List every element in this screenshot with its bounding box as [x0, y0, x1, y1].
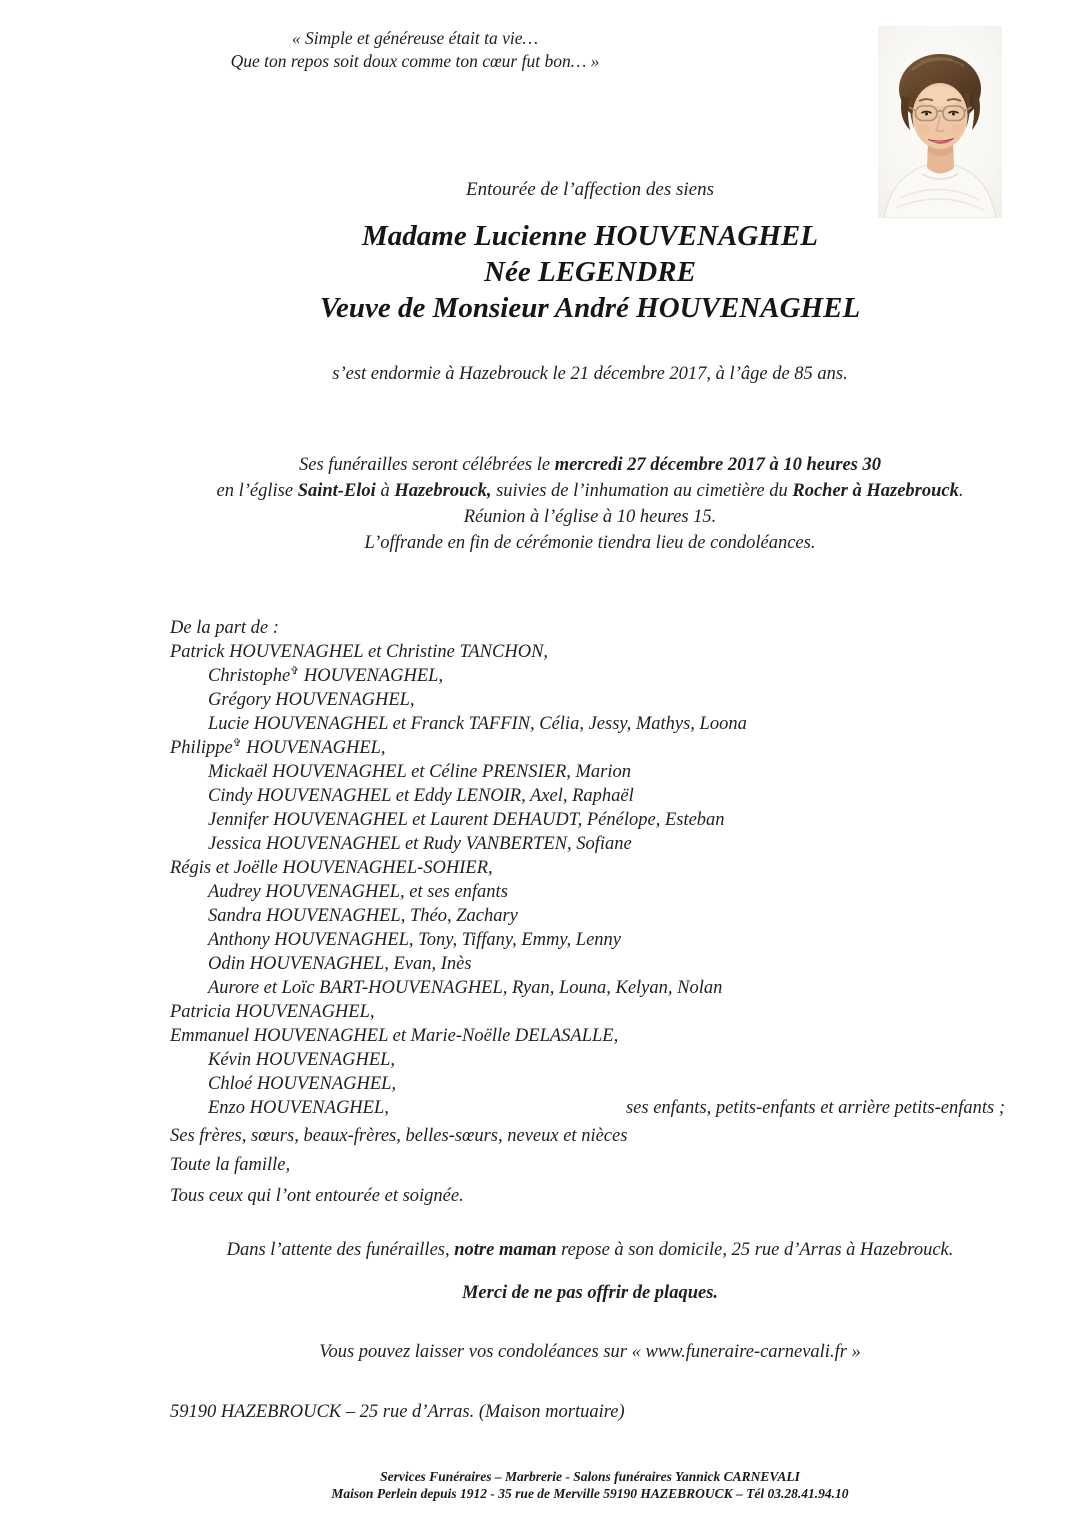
family-member: Patricia HOUVENAGHEL, — [170, 1002, 375, 1022]
death-notice: s’est endormie à Hazebrouck le 21 décembre 2017, à l’âge de 85 ans. — [332, 364, 848, 384]
family-line — [170, 688, 1005, 712]
family-member: Cindy HOUVENAGHEL et Eddy LENOIR, Axel, Raphaël — [208, 786, 634, 806]
family-list — [170, 640, 1005, 1120]
memorial-quote-line1: « Simple et généreuse était ta vie… — [291, 28, 539, 48]
family-section — [170, 616, 1005, 1120]
text-segment: notre maman — [454, 1240, 557, 1260]
family-member: Sandra HOUVENAGHEL, Théo, Zachary — [208, 906, 518, 926]
mortuary-address: 59190 HAZEBROUCK – 25 rue d’Arras. (Maison mortuaire) — [170, 1402, 625, 1422]
family-member: Emmanuel HOUVENAGHEL et Marie-Noëlle DELASALLE, — [170, 1026, 619, 1046]
affection-line: Entourée de l’affection des siens — [466, 179, 714, 200]
funeral-line1 — [115, 452, 1065, 478]
text-segment: Hazebrouck, — [394, 481, 492, 501]
funeral-line4: L’offrande en fin de cérémonie tiendra lieu de condoléances. — [364, 533, 816, 553]
no-plaques-notice: Merci de ne pas offrir de plaques. — [461, 1283, 719, 1303]
family-member: Anthony HOUVENAGHEL, Tony, Tiffany, Emmy, Lenny — [208, 930, 621, 950]
family-line — [170, 976, 1005, 1000]
siblings-line: Ses frères, sœurs, beaux-frères, belles-sœurs, neveux et nièces — [170, 1126, 628, 1146]
family-member: Régis et Joëlle HOUVENAGHEL-SOHIER, — [170, 858, 493, 878]
family-member: Odin HOUVENAGHEL, Evan, Inès — [208, 954, 472, 974]
family-line — [170, 832, 1005, 856]
family-member: Chloé HOUVENAGHEL, — [208, 1074, 397, 1094]
family-member: Grégory HOUVENAGHEL, — [208, 690, 415, 710]
text-segment: repose à son domicile, 25 rue d’Arras à Hazebrouck. — [556, 1240, 954, 1260]
funeral-home-line2: Maison Perlein depuis 1912 - 35 rue de Merville 59190 HAZEBROUCK – Tél 03.28.41.94.10 — [331, 1486, 849, 1501]
family-line — [170, 664, 1005, 688]
deceased-title-block — [115, 218, 1065, 326]
text-segment: . — [958, 481, 964, 501]
text-segment: Ses funérailles seront célébrées le — [299, 455, 555, 475]
family-line — [170, 808, 1005, 832]
family-member: Audrey HOUVENAGHEL, et ses enfants — [208, 882, 508, 902]
funeral-line2 — [115, 478, 1065, 504]
condolences-notice: Vous pouvez laisser vos condoléances sur « www.funeraire-carnevali.fr » — [319, 1342, 861, 1362]
text-segment: en l’église — [216, 481, 298, 501]
family-member: Patrick HOUVENAGHEL et Christine TANCHON, — [170, 642, 549, 662]
deceased-cross-icon: ✞ — [232, 736, 242, 749]
family-line — [170, 1048, 1005, 1072]
memorial-quote — [185, 27, 645, 72]
memorial-quote-line2: Que ton repos soit doux comme ton cœur fut bon… » — [230, 50, 600, 71]
family-line — [170, 784, 1005, 808]
family-line — [170, 760, 1005, 784]
family-intro: De la part de : — [170, 618, 279, 638]
widow-line: Veuve de Monsieur André HOUVENAGHEL — [319, 292, 861, 324]
family-member: Mickaël HOUVENAGHEL et Céline PRENSIER, Marion — [208, 762, 632, 782]
family-member: Jennifer HOUVENAGHEL et Laurent DEHAUDT, Pénélope, Esteban — [208, 810, 725, 830]
family-line — [170, 952, 1005, 976]
deceased-cross-icon: ✞ — [290, 664, 300, 677]
caregivers-line: Tous ceux qui l’ont entourée et soignée. — [170, 1186, 464, 1206]
funeral-line3: Réunion à l’église à 10 heures 15. — [463, 507, 717, 527]
text-segment: à — [375, 481, 395, 501]
family-member: Lucie HOUVENAGHEL et Franck TAFFIN, Célia, Jessy, Mathys, Loona — [208, 714, 747, 734]
family-line — [170, 736, 1005, 760]
whole-family-line: Toute la famille, — [170, 1155, 291, 1175]
family-line — [170, 1096, 1005, 1120]
family-line — [170, 712, 1005, 736]
family-line — [170, 856, 1005, 880]
text-segment: Rocher à Hazebrouck — [792, 481, 959, 501]
descendants-note: ses enfants, petits-enfants et arrière petits-enfants ; — [625, 1098, 1005, 1118]
family-line — [170, 1072, 1005, 1096]
family-member: Christophe✞ HOUVENAGHEL, — [208, 664, 444, 686]
family-member: Kévin HOUVENAGHEL, — [208, 1050, 396, 1070]
family-line — [170, 640, 1005, 664]
waiting-notice — [115, 1240, 1065, 1261]
funeral-details — [115, 452, 1065, 556]
family-line — [170, 880, 1005, 904]
text-segment: suivies de l’inhumation au cimetière du — [491, 481, 793, 501]
family-line — [170, 928, 1005, 952]
deceased-name: Madame Lucienne HOUVENAGHEL — [362, 220, 818, 252]
funeral-home-line1: Services Funéraires – Marbrerie - Salons funéraires Yannick CARNEVALI — [380, 1469, 800, 1484]
family-line — [170, 1000, 1005, 1024]
family-member: Enzo HOUVENAGHEL, — [208, 1098, 389, 1118]
family-member: Philippe✞ HOUVENAGHEL, — [170, 736, 386, 758]
family-member: Aurore et Loïc BART-HOUVENAGHEL, Ryan, Louna, Kelyan, Nolan — [208, 978, 723, 998]
family-member: Jessica HOUVENAGHEL et Rudy VANBERTEN, Sofiane — [208, 834, 632, 854]
funeral-home-footer — [115, 1468, 1065, 1502]
maiden-name: Née LEGENDRE — [484, 256, 696, 288]
family-line — [170, 904, 1005, 928]
text-segment: mercredi 27 décembre 2017 à 10 heures 30 — [554, 455, 881, 475]
family-line — [170, 1024, 1005, 1048]
text-segment: Saint-Eloi — [297, 481, 376, 501]
text-segment: Dans l’attente des funérailles, — [226, 1240, 455, 1260]
